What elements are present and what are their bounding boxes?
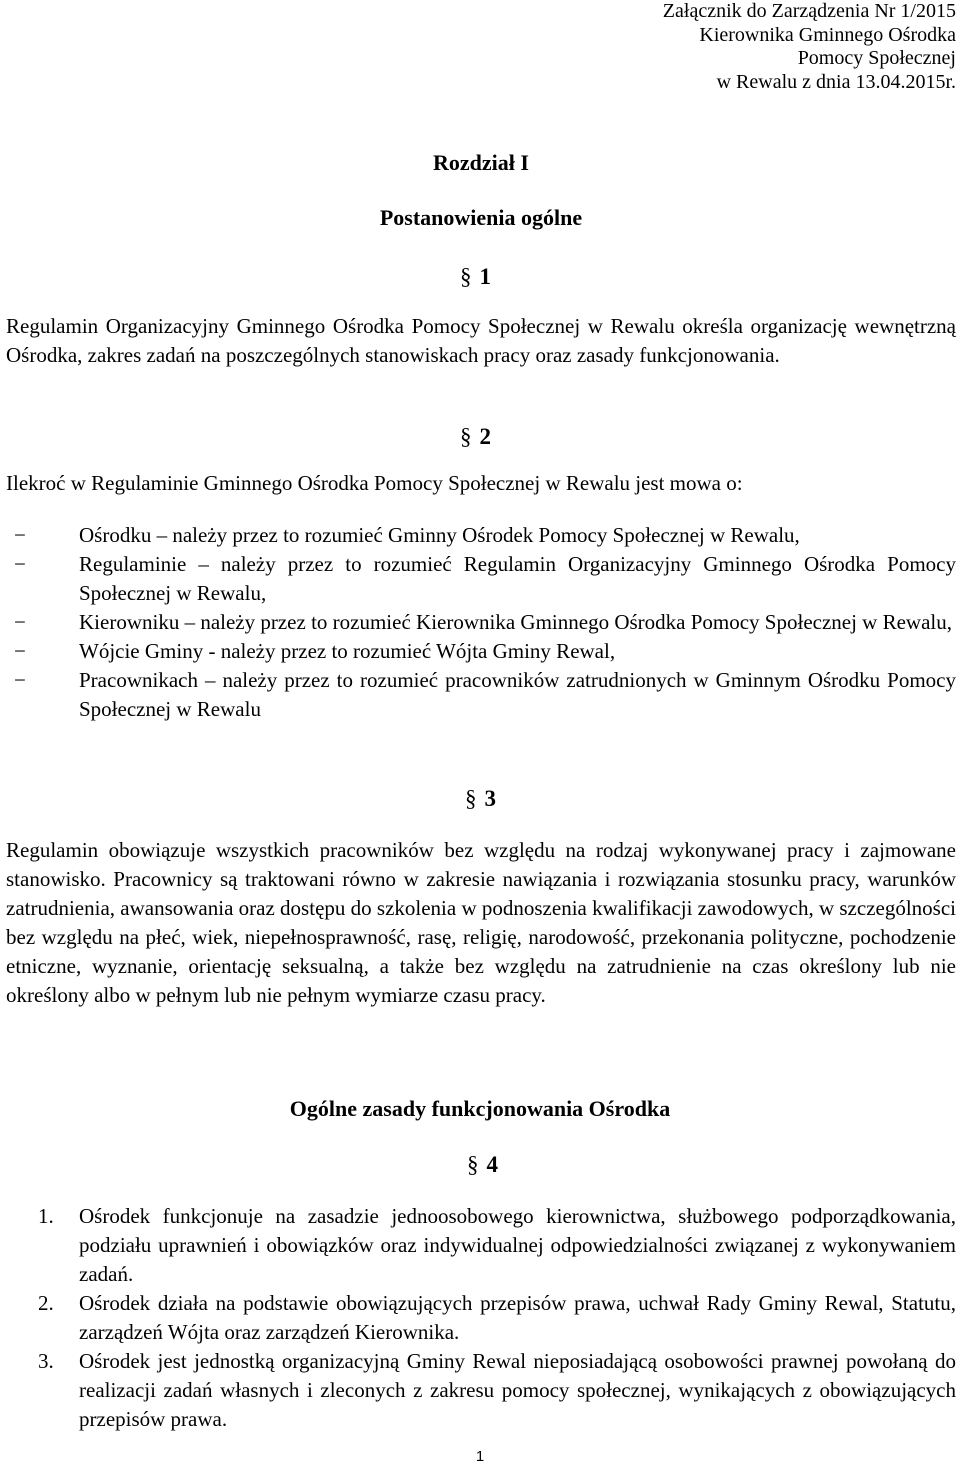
paragraph-3-text bbox=[6, 836, 956, 1010]
list-item-text: Ośrodek funkcjonuje na zasadzie jednoosobowego kierownictwa, służbowego podporządkowania, podziału uprawnień i obowiązków oraz indywidualnej odpowiedzialności związanej z wykonywaniem zadań. bbox=[79, 1204, 956, 1286]
section-sign: § bbox=[460, 264, 472, 289]
dash-marker: − bbox=[14, 552, 26, 576]
paragraph-3-heading bbox=[465, 784, 496, 813]
list-item bbox=[6, 637, 956, 666]
dash-marker: − bbox=[14, 523, 26, 547]
section-title-ogolne-zasady: Ogólne zasady funkcjonowania Ośrodka bbox=[289, 1096, 671, 1121]
list-item-text: Kierowniku – należy przez to rozumieć Kierownika Gminnego Ośrodka Pomocy Społecznej w Rewalu, bbox=[79, 610, 952, 634]
list-item-text: Regulaminie – należy przez to rozumieć Regulamin Organizacyjny Gminnego Ośrodka Pomocy Społecznej w Rewalu, bbox=[79, 552, 956, 605]
paragraph-3-body: Regulamin obowiązuje wszystkich pracowników bez względu na rodzaj wykonywanej pracy i zajmowane stanowisko. Pracownicy są traktowani równo w zakresie nawiązania i rozwiązania stosunku pracy, warunków zatrudnienia, awansowania oraz dostępu do szkolenia w podnoszenia kwalifikacji zawodowych, w szczególności bez względu na płeć, wiek, niepełnosprawność, rasę, religię, narodowość, przekonania polityczne, pochodzenie etniczne, wyznanie, orientację seksualną, a także bez względu na zatrudnienie na czas określony lub nie określony albo w pełnym lub nie pełnym wymiarze czasu pracy. bbox=[6, 838, 956, 1007]
list-item-text: Ośrodek działa na podstawie obowiązujących przepisów prawa, uchwał Rady Gminy Rewal, Statutu, zarządzeń Wójta oraz zarządzeń Kierownika. bbox=[79, 1291, 956, 1344]
list-item bbox=[6, 550, 956, 608]
paragraph-number: 4 bbox=[486, 1152, 498, 1177]
list-item-text: Wójcie Gminy - należy przez to rozumieć Wójta Gminy Rewal, bbox=[79, 639, 616, 663]
list-item-text: Ośrodku – należy przez to rozumieć Gminny Ośrodek Pomocy Społecznej w Rewalu, bbox=[79, 523, 800, 547]
list-item-text: Ośrodek jest jednostką organizacyjną Gminy Rewal nieposiadającą osobowości prawnej powołaną do realizacji zadań własnych i zleconych z zakresu pomocy społecznej, wynikających z obowiązujących przepisów prawa. bbox=[79, 1349, 956, 1431]
paragraph-1-heading bbox=[460, 262, 491, 291]
definitions-list bbox=[6, 521, 956, 724]
chapter-subtitle: Postanowienia ogólne bbox=[379, 205, 583, 230]
paragraph-2-heading bbox=[460, 422, 491, 451]
paragraph-number: 1 bbox=[479, 264, 491, 289]
paragraph-2-intro bbox=[6, 469, 956, 498]
list-item bbox=[6, 666, 956, 724]
dash-marker: − bbox=[14, 639, 26, 663]
header-line-3: Pomocy Społecznej bbox=[797, 47, 956, 69]
list-item bbox=[6, 608, 956, 637]
list-item bbox=[6, 1289, 956, 1347]
section-sign: § bbox=[460, 424, 472, 449]
list-number: 1. bbox=[38, 1204, 54, 1228]
paragraph-number: 3 bbox=[484, 786, 496, 811]
list-number: 2. bbox=[38, 1291, 54, 1315]
paragraph-2-intro-text: Ilekroć w Regulaminie Gminnego Ośrodka Pomocy Społecznej w Rewalu jest mowa o: bbox=[6, 471, 743, 495]
section-sign: § bbox=[467, 1152, 479, 1177]
attachment-header bbox=[663, 0, 956, 94]
paragraph-1-body: Regulamin Organizacyjny Gminnego Ośrodka Pomocy Społecznej w Rewalu określa organizację wewnętrzną Ośrodka, zakres zadań na poszczególnych stanowiskach pracy oraz zasady funkcjonowania. bbox=[6, 314, 956, 367]
paragraph-1-text bbox=[6, 312, 956, 370]
list-item bbox=[6, 1347, 956, 1434]
header-line-1: Załącznik do Zarządzenia Nr 1/2015 bbox=[662, 0, 956, 22]
header-line-2: Kierownika Gminnego Ośrodka bbox=[699, 23, 956, 46]
list-item-text: Pracownikach – należy przez to rozumieć pracowników zatrudnionych w Gminnym Ośrodku Pomocy Społecznej w Rewalu bbox=[79, 668, 956, 721]
paragraph-number: 2 bbox=[479, 424, 491, 449]
list-item bbox=[6, 1202, 956, 1289]
header-line-4: w Rewalu z dnia 13.04.2015r. bbox=[716, 70, 956, 93]
document-page bbox=[6, 0, 956, 1468]
dash-marker: − bbox=[14, 610, 26, 634]
chapter-title: Rozdział I bbox=[433, 150, 529, 175]
page-number: 1 bbox=[475, 1448, 485, 1465]
list-number: 3. bbox=[38, 1349, 54, 1373]
list-item bbox=[6, 521, 956, 550]
dash-marker: − bbox=[14, 668, 26, 692]
paragraph-4-heading bbox=[467, 1150, 498, 1179]
section-sign: § bbox=[465, 786, 477, 811]
principles-list bbox=[6, 1202, 956, 1434]
